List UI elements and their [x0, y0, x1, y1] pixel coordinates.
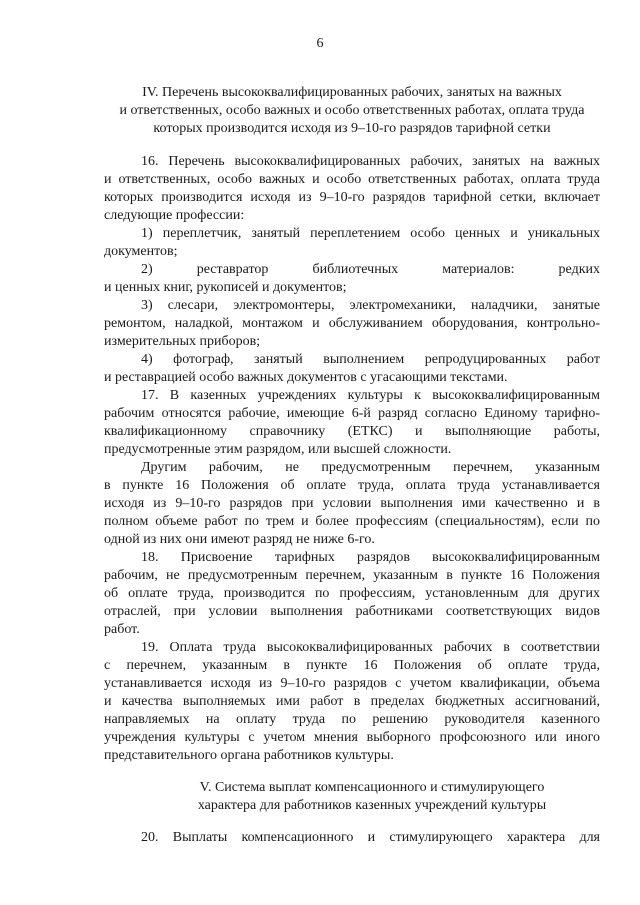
- text-line: 1) переплетчик, занятый переплетением особо ценных и уникальных: [141, 226, 600, 241]
- text-line: которых производится исходя из 9–10-го разрядов тарифной сетки, включает: [104, 190, 600, 205]
- text-line: об оплате труда, производится по профессиям, установленным для других: [104, 586, 600, 601]
- text-line: и ответственных, особо важных и особо ответственных работах, оплата труда: [104, 172, 600, 187]
- text-line: 16. Перечень высококвалифицированных рабочих, занятых на важных: [141, 154, 600, 169]
- text-line: отраслей, при условии выполнения работниками соответствующих видов: [104, 604, 600, 619]
- text-line: 2) реставратор библиотечных материалов: редких: [141, 262, 600, 277]
- text-line: исходя из 9–10-го разрядов при условии выполнения ими качественно и в: [104, 496, 600, 511]
- heading-line: V. Система выплат компенсационного и стимулирующего: [199, 780, 545, 795]
- text-line: рабочим, не предусмотренным перечнем, указанным в пункте 16 Положения: [104, 568, 600, 583]
- text-line: следующие профессии:: [104, 208, 245, 223]
- text-line: 18. Присвоение тарифных разрядов высококвалифицированным: [141, 550, 600, 565]
- text-line: устанавливается исходя из 9–10-го разрядов с учетом квалификации, объема: [104, 676, 600, 691]
- text-line: учреждения культуры с учетом мнения выборного профсоюзного или иного: [104, 730, 600, 745]
- text-line: 4) фотограф, занятый выполнением репродуцированных работ: [141, 352, 600, 367]
- text-line: документов;: [104, 244, 178, 259]
- text-line: полном объеме работ по трем и более профессиям (специальностям), если по: [104, 514, 600, 529]
- heading-line: и ответственных, особо важных и особо ответственных работах, оплата труда: [119, 103, 585, 118]
- text-line: работ.: [104, 622, 140, 637]
- text-line: Другим рабочим, не предусмотренным перечнем, указанным: [141, 460, 600, 475]
- text-line: и реставрацией особо важных документов с угасающими текстами.: [104, 370, 508, 385]
- text-line: и качества выполняемых ими работ в пределах бюджетных ассигнований,: [104, 694, 600, 709]
- text-line: в пункте 16 Положения об оплате труда, оплата труда устанавливается: [104, 478, 600, 493]
- text-line: и ценных книг, рукописей и документов;: [104, 280, 347, 295]
- text-line: измерительных приборов;: [104, 334, 261, 349]
- text-line: ремонтом, наладкой, монтажом и обслуживанием оборудования, контрольно-: [104, 316, 600, 331]
- text-line: одной из них они имеют разряд не ниже 6-го.: [104, 532, 375, 547]
- text-line: предусмотренные этим разрядом, или высшей сложности.: [104, 442, 452, 457]
- heading-line: IV. Перечень высококвалифицированных рабочих, занятых на важных: [142, 85, 562, 100]
- page-number: 6: [316, 36, 324, 51]
- text-line: представительного органа работников культуры.: [104, 748, 394, 763]
- text-line: с перечнем, указанным в пункте 16 Положения об оплате труда,: [104, 658, 600, 673]
- text-line: рабочим относятся рабочие, имеющие 6-й разряд согласно Единому тарифно-: [104, 406, 600, 421]
- text-line: 17. В казенных учреждениях культуры к высококвалифицированным: [141, 388, 600, 403]
- heading-line: которых производится исходя из 9–10-го разрядов тарифной сетки: [153, 121, 551, 136]
- text-line: квалификационному справочнику (ЕТКС) и выполняющие работы,: [104, 424, 600, 439]
- heading-line: характера для работников казенных учреждений культуры: [197, 798, 547, 813]
- text-line: 20. Выплаты компенсационного и стимулирующего характера для: [141, 830, 600, 845]
- text-line: 19. Оплата труда высококвалифицированных рабочих в соответствии: [141, 640, 600, 655]
- text-line: направляемых на оплату труда по решению руководителя казенного: [104, 712, 600, 727]
- text-line: 3) слесари, электромонтеры, электромеханики, наладчики, занятые: [141, 298, 600, 313]
